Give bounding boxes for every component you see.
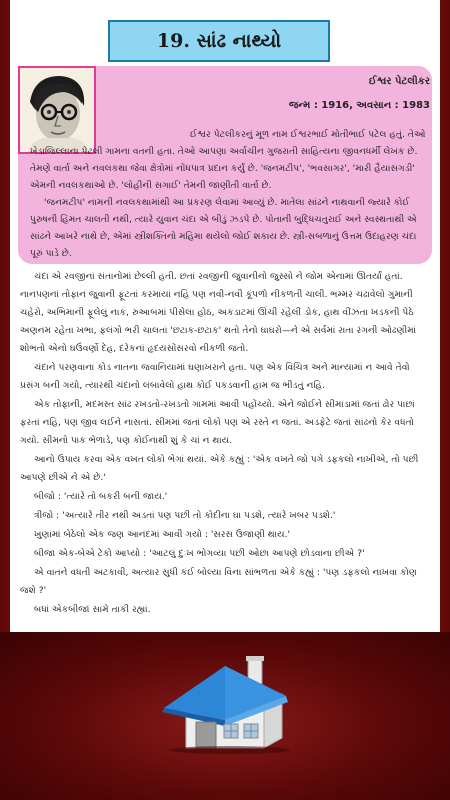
story-paragraph: બધાં એકબીજાં સામે તાકી રહ્યાં. xyxy=(34,604,151,615)
story-paragraph: ચંદા એ રવજીનાં સંતાનોમાં છેલ્લી હતી. છતાં રવજીની જુવાનીનો જુસ્સો ને જોમ એનામાં ઊતર્યાં હતાં. નાનપણનાં તોફાન જુવાની ફૂટતાં કરમાયાં નહિ પણ નવી-નવી કૂંપળો નીકળતી ચાલી. ભમ્મર ચઢાવેલો ગુમાની ચહેરો, અભિમાની ફૂલેલું નાક, રુઆબમાં પીસેલા હોઠ, અકડાટમાં ઊંચી રહેલી ડોક, હાથ વીંઝતા ખડકની પેઠે અણનમ રહેતા ખભા, ફલંગો ભરી ચાલતાં 'છટાક-છટાક' થતો તેનો ઘાઘરો—ને એ સર્વમાં રાતા રંગની ઓઢણીમાં શોભતો એનો ઘઉંવર્ણો દેહ, દરેકનાં હૃદયસોંસરવો નીકળી જતો. xyxy=(20,271,416,354)
story-text xyxy=(20,268,432,620)
story-paragraph: આનો ઉપાય કરવા એક વખત લોકો ભેગાં થયાં. એકે કહ્યું : 'એક વખતે જો પગે ડફકલો નાખીએ, તો પછી આપણે છીએ ને એ છે.' xyxy=(20,454,419,483)
bio-paragraph: 'જનમટીપ' નામની નવલકથામાંથી આ પ્રકરણ લેવામાં આવ્યું છે. માતેલા સાંઢને નાથવાની જ્યારે કોઈ પુરુષની હિંમત ચાલતી નથી, ત્યારે યુવાન ચંદા એ બીડું ઝડપે છે. પોતાની બુદ્ધિચતુરાઈ અને સ્વસ્થતાથી એ સાંઢને આખરે નાથે છે, એમાં સ્ત્રીશક્તિનો મહિમા થયેલો જોઈ શકાય છે. સ્ત્રી-સબળાનું ઉત્તમ ઉદાહરણ ચંદા પૂરું પાડે છે. xyxy=(30,197,417,259)
author-name: ઈશ્વર પેટલીકર xyxy=(368,76,430,87)
author-bio xyxy=(30,126,430,262)
story-paragraph: બીજા એક-બેએ ટેકો આપ્યો : 'આટલું દુઃખ ભોગવ્યા પછી ઓછા આપણે છોડવાના છીએ ?' xyxy=(34,548,365,559)
home-icon[interactable] xyxy=(150,650,300,755)
story-paragraph: ખુણામાં બેઠેલો એક જણ આનંદમાં આવી ગયો : 'સરસ ઉજાણી થાય.' xyxy=(34,529,291,540)
chapter-title: 19. સાંઢ નાથ્યો xyxy=(156,30,282,52)
story-paragraph: બીજો : 'ત્યારે તો બકરી બની જાય.' xyxy=(34,491,168,502)
story-paragraph: ત્રીજો : 'અત્યારે તીર નથી અડતાં પણ પછી તો કોદીના ઘા પડશે, ત્યારે ખબર પડશે.' xyxy=(34,510,336,521)
story-paragraph: એક તોફાની, મદમસ્ત સાંઢ રખડતો-રખડતો ગામમાં આવી પહોંચ્યો. એને જોઈને સીમાડામાં જતાં ઢોર પાછાં ફરતાં નહિ, પણ જીવ લઈને નાસતાં. સીમમાં જતાં લોકો પણ એ રસ્તે ન જતાં. અડફેટે જતાં સાંઢનો કેર વધતો ગયો. સીમનો પાક ભેળાડે, પણ કોઈનાથી શું કે ચાં ન થાય. xyxy=(20,399,415,446)
story-paragraph: એ વાતને વધતી અટકાવી, અત્યાર સુધી કંઈ બોલ્યા વિના સાંભળતા એકે કહ્યું : 'પણ ડફકલો નાખવા કોણ જશે ?' xyxy=(20,567,417,596)
bio-paragraph: ઈશ્વર પેટલીકરનું મૂળ નામ ઈશ્વરભાઈ મોતીભાઈ પટેલ હતું. તેઓ ખેડાજિલ્લાના પેટલી ગામના વતની હતા. તેઓ આપણા અર્વાચીન ગુજરાતી સાહિત્યના જીવનધર્મી લેખક છે. તેમણે વાર્તા અને નવલકથા જેવા ક્ષેત્રોમાં નોંધપાત્ર પ્રદાન કર્યું છે. 'જનમટીપ', 'ભવસાગર', 'મારી હૈયાસગડી' એમની નવલકથાઓ છે. 'લોહીની સગાઈ' તેમની જાણીતી વાર્તા છે. xyxy=(30,129,426,191)
chapter-title-box xyxy=(108,20,330,62)
story-paragraph: ચંદાને પરણવાના કોડ નાતના જવાનિયામાં ઘણાખરાને હતા. પણ એક વિચિત્ર અને માન્યામાં ન આવે તેવો પ્રસંગ બની ગયો, ત્યારથી ચંદાનો લંબાવેલો હાથ કોઈ પકડવાની હામ જ ભીડતું નહિ. xyxy=(20,362,410,391)
author-dates: જન્મ : 1916, અવસાન : 1983 xyxy=(288,100,430,111)
